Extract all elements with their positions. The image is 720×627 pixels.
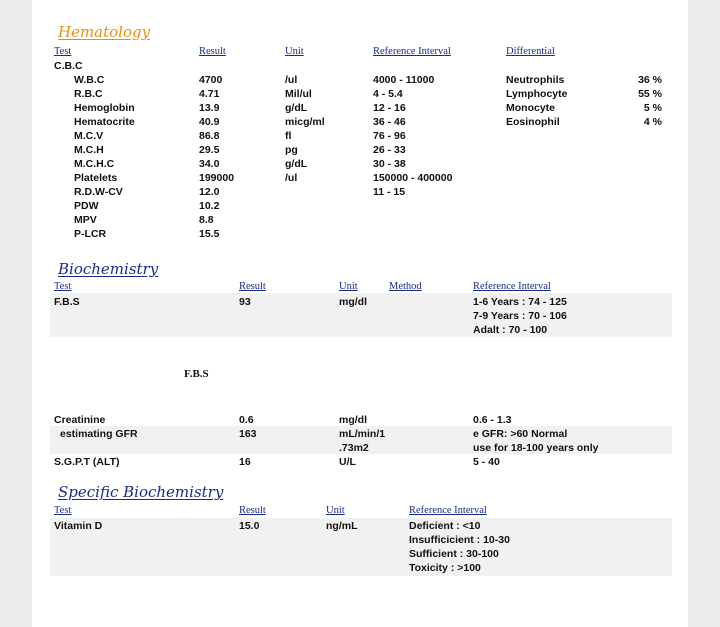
vitd-ref-line: Toxicity : >100 [409, 562, 481, 574]
hema-test: PDW [74, 200, 99, 212]
differential-name: Monocyte [506, 102, 556, 114]
differential-value: 55 % [638, 88, 662, 100]
bio-header-result: Result [239, 281, 266, 292]
hema-result: 4.71 [199, 88, 220, 100]
fbs-ref-line: Adalt : 70 - 100 [473, 324, 548, 336]
sgpt-result: 16 [239, 456, 251, 468]
creatinine-unit: mg/dl [339, 414, 367, 426]
fbs-chart-label: F.B.S [184, 368, 209, 380]
spec-header-test: Test [54, 505, 72, 516]
hema-unit: Mil/ul [285, 88, 312, 100]
differential-name: Eosinophil [506, 116, 560, 128]
vitd-ref-line: Sufficient : 30-100 [409, 548, 499, 560]
hema-result: 8.8 [199, 214, 214, 226]
sgpt-test: S.G.P.T (ALT) [54, 456, 120, 468]
hema-ref: 76 - 96 [373, 130, 406, 142]
hema-test: MPV [74, 214, 97, 226]
hema-unit: micg/ml [285, 116, 325, 128]
hema-result: 199000 [199, 172, 235, 184]
fbs-unit: mg/dl [339, 296, 367, 308]
gfr-ref: e GFR: >60 Normal [473, 428, 568, 440]
hema-result: 4700 [199, 74, 223, 86]
hema-result: 40.9 [199, 116, 220, 128]
hema-ref: 36 - 46 [373, 116, 406, 128]
biochemistry-title: Biochemistry [58, 260, 159, 278]
gfr-unit-cont: .73m2 [339, 442, 369, 454]
gfr-test: estimating GFR [60, 428, 138, 440]
gfr-result: 163 [239, 428, 257, 440]
hema-result: 13.9 [199, 102, 220, 114]
fbs-result: 93 [239, 296, 251, 308]
vitd-row-band [50, 518, 672, 576]
hematology-title: Hematology [58, 23, 151, 41]
differential-name: Lymphocyte [506, 88, 568, 100]
spec-header-unit: Unit [326, 505, 345, 516]
hema-test: Hematocrite [74, 116, 135, 128]
hema-ref: 4000 - 11000 [373, 74, 435, 86]
hema-ref: 26 - 33 [373, 144, 406, 156]
hema-result: 15.5 [199, 228, 220, 240]
vitd-ref-line: Insufficicient : 10-30 [409, 534, 510, 546]
hema-test: M.C.H.C [74, 158, 115, 170]
sgpt-ref: 5 - 40 [473, 456, 500, 468]
hema-ref: 12 - 16 [373, 102, 406, 114]
differential-name: Neutrophils [506, 74, 565, 86]
hema-test: P-LCR [74, 228, 107, 240]
hema-test: Hemoglobin [74, 102, 135, 114]
vitd-result: 15.0 [239, 520, 260, 532]
cbc-group-label: C.B.C [54, 60, 83, 72]
differential-value: 36 % [638, 74, 662, 86]
fbs-ref-line: 7-9 Years : 70 - 106 [473, 310, 567, 322]
bio-header-method: Method [389, 281, 422, 292]
hema-ref: 4 - 5.4 [373, 88, 403, 100]
creatinine-test: Creatinine [54, 414, 106, 426]
hema-header-unit: Unit [285, 46, 304, 57]
hema-unit: fl [285, 130, 292, 142]
creatinine-ref: 0.6 - 1.3 [473, 414, 512, 426]
hema-result: 10.2 [199, 200, 220, 212]
gfr-ref-note: use for 18-100 years only [473, 442, 599, 454]
hema-unit: g/dL [285, 102, 308, 114]
bio-header-reference: Reference Interval [473, 281, 551, 292]
vitd-unit: ng/mL [326, 520, 358, 532]
hema-test: Platelets [74, 172, 118, 184]
hema-unit: /ul [285, 74, 298, 86]
hema-header-test: Test [54, 46, 72, 57]
hema-result: 34.0 [199, 158, 220, 170]
hema-result: 29.5 [199, 144, 220, 156]
hema-test: M.C.H [74, 144, 104, 156]
bio-header-unit: Unit [339, 281, 358, 292]
hema-test: R.D.W-CV [74, 186, 123, 198]
hema-test: W.B.C [74, 74, 105, 86]
hema-unit: /ul [285, 172, 298, 184]
hema-test: M.C.V [74, 130, 104, 142]
hema-test: R.B.C [74, 88, 103, 100]
fbs-ref-line: 1-6 Years : 74 - 125 [473, 296, 567, 308]
hema-header-differential: Differential [506, 46, 555, 57]
fbs-test: F.B.S [54, 296, 80, 308]
vitd-test: Vitamin D [54, 520, 103, 532]
hema-header-reference: Reference Interval [373, 46, 451, 57]
hema-ref: 11 - 15 [373, 186, 406, 198]
gfr-unit: mL/min/1 [339, 428, 386, 440]
vitd-ref-line: Deficient : <10 [409, 520, 481, 532]
differential-value: 4 % [643, 116, 662, 128]
hema-unit: g/dL [285, 158, 308, 170]
spec-header-reference: Reference Interval [409, 505, 487, 516]
report-page [32, 0, 688, 627]
hema-header-result: Result [199, 46, 226, 57]
hema-result: 12.0 [199, 186, 220, 198]
differential-value: 5 % [643, 102, 662, 114]
sgpt-unit: U/L [339, 456, 356, 468]
creatinine-result: 0.6 [239, 414, 254, 426]
specific-biochemistry-title: Specific Biochemistry [58, 483, 224, 501]
hema-ref: 150000 - 400000 [373, 172, 453, 184]
hema-ref: 30 - 38 [373, 158, 406, 170]
bio-header-test: Test [54, 281, 72, 292]
spec-header-result: Result [239, 505, 266, 516]
hema-result: 86.8 [199, 130, 220, 142]
hema-unit: pg [285, 144, 298, 156]
